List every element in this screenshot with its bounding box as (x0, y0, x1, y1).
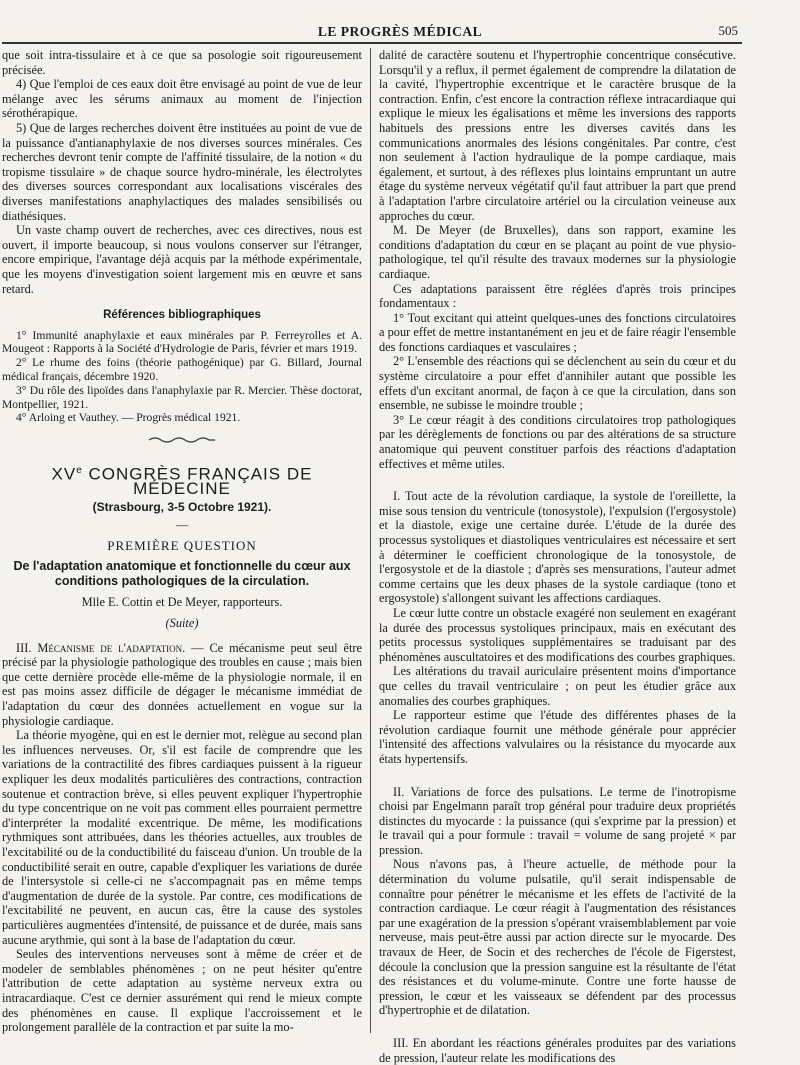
paragraph: Nous n'avons pas, à l'heure actuelle, de méthode pour la détermination du volume pulsatile, qu'il serait indispensable de connaître pour pénétrer le mécanisme et les effets de l'activité de la contraction cardiaque. Le cœur réagit à l'augmentation des résistances par une exagération de la pression s'opérant vraisemblablement par voie nerveuse, mais peut-être aussi par action directe sur le myocarde. Des travaux de Heer, de Socin et des recherches de l'école de Figerstest, découle la conclusion que la pression sanguine est la résultante de l'état des résistances et du volume-minute. Contre une forte hausse de pression, le cœur et les vaisseaux se défendent par des processus d'hypertrophie et de dilatation. (379, 857, 736, 1018)
header-rule (2, 42, 742, 44)
paragraph: Le rapporteur estime que l'étude des différentes phases de la révolution cardiaque fournit une méthode générale pour apprécier l'intensité des affections valvulaires ou la résistance du myocarde aux états hypertensifs. (379, 708, 736, 766)
column-divider (370, 48, 371, 1033)
congress-title: XVe CONGRÈS FRANÇAIS DE MÉDECINE (51, 464, 313, 499)
paragraph: 5) Que de larges recherches doivent être instituées au point de vue de la puissance d'antianaphylaxie de nos diverses sources minérales. Ces recherches devront tenir compte de l'affinité tissulaire, de la notion « du tropisme tissulaire » de chaque source hydro-minérale, les électrolytes des diverses sources correspondant aux localisations viscérales des diverses manifestations anaphylactiques des malades sensibilisés ou diathésiques. (2, 120, 362, 223)
ornament-divider (2, 435, 362, 450)
paragraph: I. Tout acte de la révolution cardiaque, la systole de l'oreillette, la mise sous tension du ventricule (tonosystole), l'expulsion (l'ergosystole) et la diastole, exige une certaine durée. L'étude de la durée des processus systoliques et diastoliques ventriculaires est nécessaire et sert à déterminer le coefficient chronologique de la tonosystole, de l'ergosystole et de la diastole ; d'après ses mensurations, l'auteur admet comme certains que les deux phases de la systole cardiaque (tono et ergosystole) s'allongent suivant les affections cardiaques. (379, 489, 736, 606)
paragraph: Le cœur lutte contre un obstacle exagéré non seulement en exagérant la durée des processus systoliques principaux, mais en exécutant des petits processus systoliques supplémentaires se traduisant par des phénomènes auscultatoires et des modifications des courbes graphiques. (379, 605, 736, 664)
paragraph: dalité de caractère soutenu et l'hypertrophie concentrique consécutive. Lorsqu'il y a reflux, il permet également de comprendre la dilatation de la cavité, l'hypertrophie excentrique et le caractère brusque de la contraction. Enfin, c'est encore la contraction réflexe intracardiaque qui explique le mieux les égalisations et même les inversions des rapports habituels des pressions entre les diverses cavités dans les communications anormales des lésions congénitales. Par contre, c'est non seulement à l'action hydraulique de la pompe cardiaque, mais également, et surtout, à des réflexes plus lointains empruntant un autre étage du système nerveux végétatif qu'il faut attribuer la part que prend à l'adaptation l'arbre circulatoire artériel ou la circulation veineuse aux approches du cœur. (379, 48, 736, 223)
paragraph: 1° Tout excitant qui atteint quelques-unes des fonctions circulatoires a pour effet de mettre instantanément en jeu et de faire réagir l'ensemble des fonctions cardiaques et vasculaires ; (379, 310, 736, 354)
paragraph: M. De Meyer (de Bruxelles), dans son rapport, examine les conditions d'adaptation du cœur en se plaçant au point de vue physio-pathologique, tel qu'il résulte des travaux modernes sur la physiologie cardiaque. (379, 223, 736, 281)
paragraph: Les altérations du travail auriculaire présentent moins d'importance que celles du travail ventriculaire ; on peut les étudier grâce aux anomalies des courbes graphiques. (379, 664, 736, 708)
reference-item: 3° Du rôle des lipoïdes dans l'anaphylaxie par R. Mercier. Thèse doctorat, Montpellier, 1921. (2, 383, 362, 411)
reference-item: 1° Immunité anaphylaxie et eaux minérales par P. Ferreyrolles et A. Mougeot : Rapports à la Société d'Hydrologie de Paris, février et mars 1919. (2, 328, 362, 356)
paragraph: Seules des interventions nerveuses sont à même de créer et de modeler de semblables phénomènes ; on ne peut hésiter qu'entre l'attribution de cette adaptation au système nerveux extra ou intracardiaque. C'est ce dernier assurément qui rend le mieux compte des phénomènes en cause. Il explique l'accroissement et le prolongement parallèle de la contraction et par suite la mo- (2, 947, 362, 1035)
continued-note: (Suite) (165, 616, 199, 631)
reference-item: 4° Arloing et Vauthey. — Progrès médical 1921. (16, 411, 241, 425)
right-column (379, 48, 736, 1065)
question-heading: PREMIÈRE QUESTION (107, 537, 257, 553)
left-column (2, 48, 362, 1035)
paragraph: Un vaste champ ouvert de recherches, avec ces directives, nous est ouvert, il importe beaucoup, si nous voulons conserver sur l'étranger, encore empirique, l'avantage déjà acquis par la méthode expérimentale, que les moyens d'investigation soient largement mis en œuvre et sans retard. (2, 223, 362, 296)
paragraph: La théorie myogène, qui en est le dernier mot, relègue au second plan les influences nerveuses. Or, s'il est facile de comprendre que les variations de la contractilité des fibres cardiaques puissent à la rigueur expliquer les deux modalités particulières des contractions, contraction soutenue et contraction brève, si elles peuvent expliquer l'hypertrophie du type concentrique on ne voit pas comment elles pourraient permettre d'interpréter la modalité excentrique. De même, les modifications rythmiques sont attribuées, dans les théories actuelles, aux troubles de l'excitabilité ou de la conductibilité du faisceau d'union. Un trouble de la conductibilité serait en outre, capable d'expliquer les variations de durée de l'intersystole si celle-ci ne s'accompagnait pas en même temps d'augmentation de durée de la systole. Par contre, ces modifications de l'excitabilité ne peuvent, en aucun cas, être la cause des systoles particulières augmentées d'intensité, de puissance et de durée, mais sans aucune arythmie, qui sont à la base de l'adaptation du cœur. (2, 728, 362, 947)
paragraph: 2° L'ensemble des réactions qui se déclenchent au sein du cœur et du système circulatoire a pour effet d'annihiler autant que possible les effets d'un excitant anormal, de façon à ce que la circulation, dans son ensemble, ne subisse le moindre trouble ; (379, 354, 736, 413)
references-title: Références bibliographiques (103, 309, 261, 322)
paragraph: III. Mécanisme de l'adaptation. — Ce mécanisme peut seul être précisé par la physiologie pathologique des troubles en cause ; mais bien que cette dernière procède elle-même de la physiologie normale, il en est pas moins assez difficile de dégager le mécanisme immédiat de l'adaptation du cœur des données actuellement en vogue sur la physiologie cardiaque. (2, 640, 362, 728)
page-header (0, 0, 800, 42)
article-authors: Mlle E. Cottin et De Meyer, rapporteurs. (81, 595, 283, 610)
page-number: 505 (718, 23, 738, 38)
paragraph: 4) Que l'emploi de ces eaux doit être envisagé au point de vue de leur mélange avec les sérums animaux au moment de l'injection sérothérapique. (2, 77, 362, 121)
section-heading: III. Mécanisme de l'adaptation. (16, 640, 186, 655)
congress-subtitle: (Strasbourg, 3-5 Octobre 1921). (92, 499, 272, 514)
paragraph: II. Variations de force des pulsations. Le terme de l'inotropisme choisi par Engelmann paraît trop général pour traduire deux propriétés distinctes du myocarde : la puissance (qui s'exprime par la pression) et le travail qui a pour formule : travail = volume de sang projeté × par pression. (379, 784, 736, 857)
dash-divider: — (175, 518, 189, 533)
paragraph: que soit intra-tissulaire et à ce que sa posologie soit rigoureusement précisée. (2, 48, 362, 77)
paragraph: III. En abordant les réactions générales produites par des variations de pression, l'auteur relate les modifications des (379, 1036, 736, 1065)
reference-item: 2° Le rhume des foins (théorie pathogénique) par G. Billard, Journal médical français, décembre 1920. (2, 356, 362, 384)
journal-title: LE PROGRÈS MÉDICAL (317, 24, 483, 39)
paragraph: Ces adaptations paraissent être réglées d'après trois principes fondamentaux : (379, 281, 736, 311)
article-title: De l'adaptation anatomique et fonctionnelle du cœur aux conditions pathologiques de la circulation. (13, 559, 351, 589)
paragraph: 3° Le cœur réagit à des conditions circulatoires trop pathologiques par les dérèglements de fonctions ou par des altérations de sa structure anatomique qui peuvent constituer parfois des réactions d'adaptation effectives et même utiles. (379, 412, 736, 471)
